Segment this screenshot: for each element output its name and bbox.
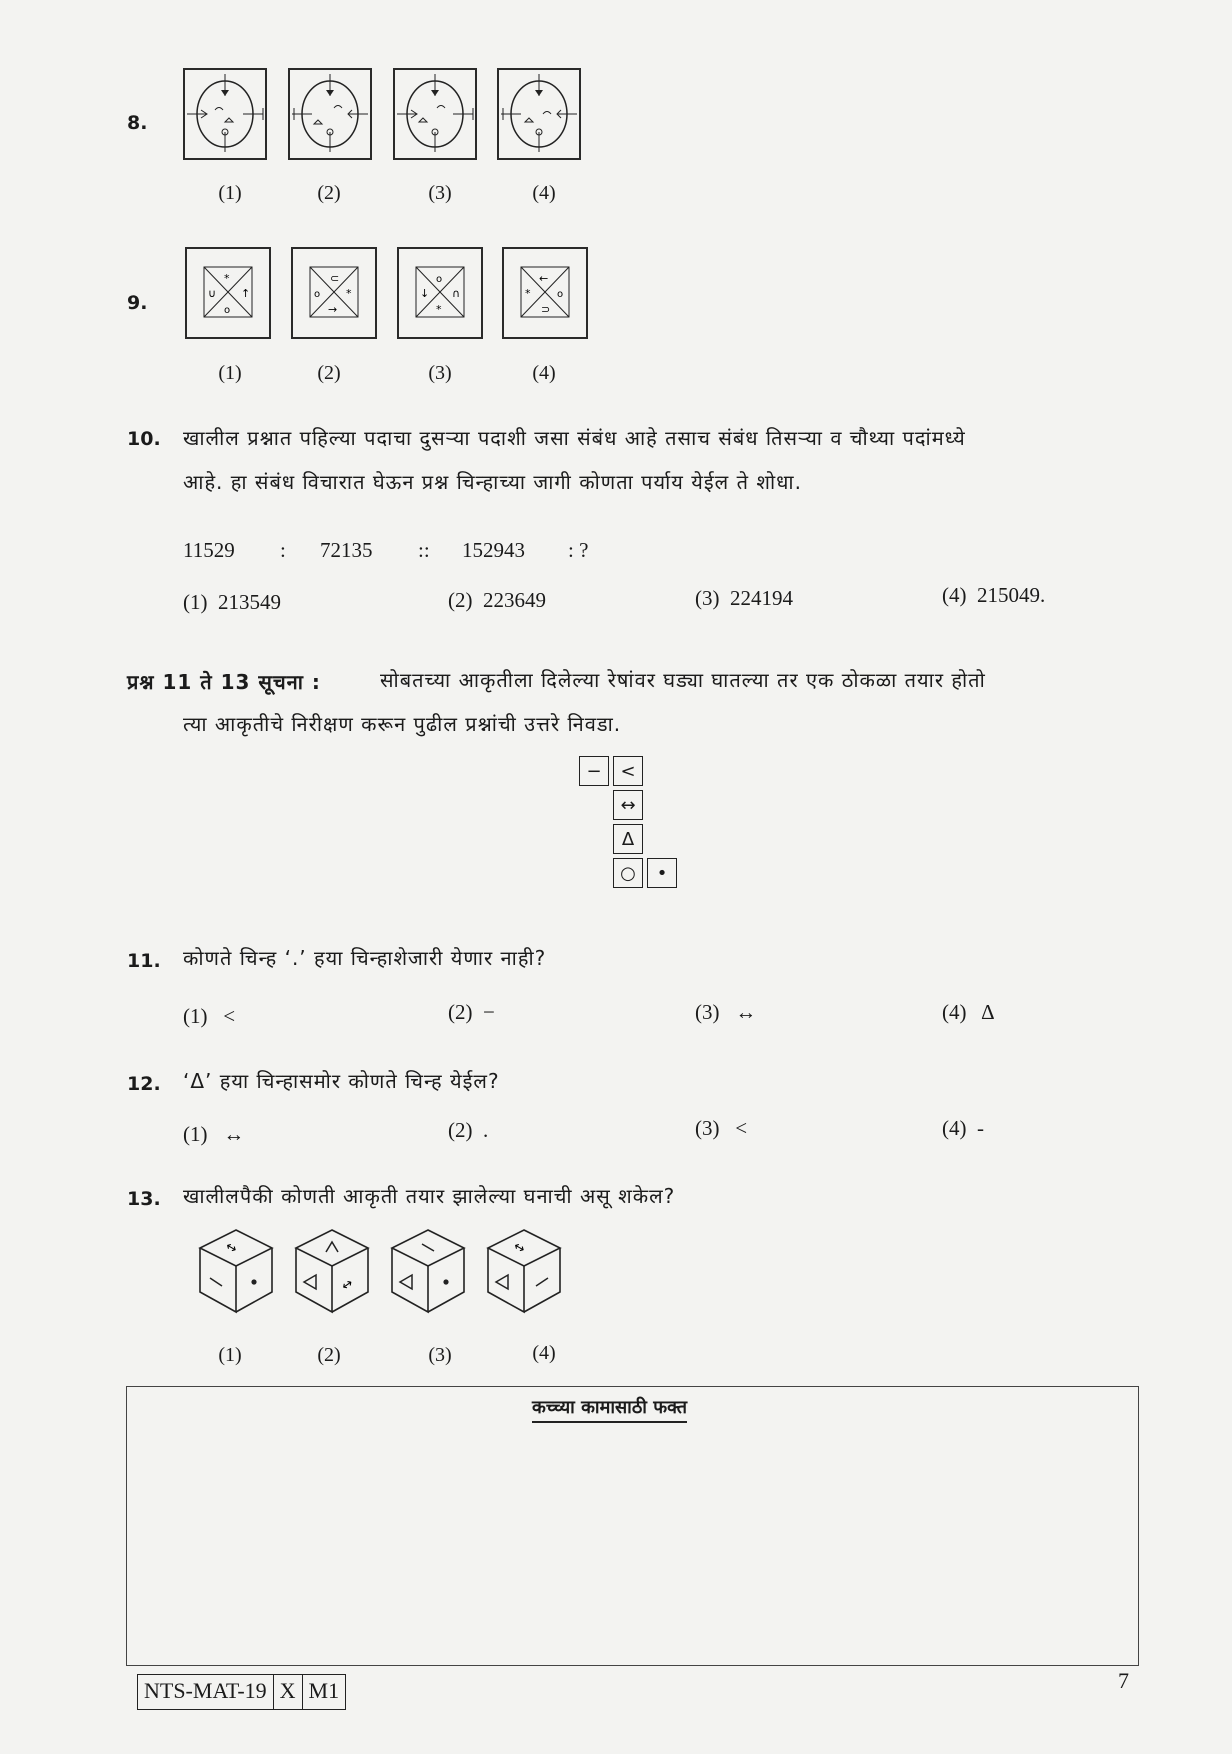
svg-text:*: *: [224, 272, 230, 285]
q10-sep-1: :: [280, 538, 286, 562]
q9-figure-1-drawing: [187, 249, 269, 337]
svg-text:←: ←: [539, 272, 549, 285]
q10-term-2: 72135: [320, 538, 373, 562]
q9-number: 9.: [127, 292, 148, 314]
net-cell-circle: ○: [613, 858, 643, 888]
svg-text:∩: ∩: [452, 287, 461, 300]
q13-cube-1: [196, 1228, 276, 1314]
q8-label-3: (3): [428, 182, 452, 204]
svg-text:*: *: [436, 303, 442, 316]
q10-option-3: (3) 224194: [695, 586, 793, 610]
instruction-line2: त्या आकृतीचे निरीक्षण करून पुढील प्रश्नांची उत्तरे निवडा.: [183, 712, 622, 736]
q11-number: 11.: [127, 950, 161, 972]
rough-work-title: कच्च्या कामासाठी फक्त: [532, 1395, 687, 1423]
net-cell-delta: Δ: [613, 824, 643, 854]
q8-label-1: (1): [218, 182, 242, 204]
svg-text:*: *: [346, 287, 352, 300]
q11-option-1: (1) <: [183, 1004, 236, 1028]
q10-term-1: 11529: [183, 538, 235, 562]
q13-cube-3: [388, 1228, 468, 1314]
q9-label-1: (1): [218, 362, 242, 384]
q12-option-1: (1) ↔: [183, 1122, 245, 1146]
svg-text:→: →: [328, 303, 338, 316]
q10-term-3: 152943: [462, 538, 525, 562]
q8-figure-2-drawing: [290, 70, 370, 158]
q8-number: 8.: [127, 112, 148, 134]
q8-label-4: (4): [532, 182, 556, 204]
q12-option-3: (3) <: [695, 1116, 748, 1140]
svg-text:o: o: [436, 274, 443, 285]
q10-number: 10.: [127, 428, 161, 450]
q9-label-2: (2): [317, 362, 341, 384]
q13-label-2: (2): [317, 1344, 341, 1366]
svg-text:↑: ↑: [241, 287, 251, 300]
q11-option-4: (4) Δ: [942, 1000, 995, 1024]
q10-option-2: (2) 223649: [448, 588, 546, 612]
q10-option-1: (1) 213549: [183, 590, 281, 614]
q13-label-4: (4): [532, 1342, 556, 1364]
q9-figure-2-drawing: [293, 249, 375, 337]
q9-figure-4: [502, 247, 588, 339]
q8-figure-3-drawing: [395, 70, 475, 158]
svg-text:↔: ↔: [510, 1238, 528, 1258]
q12-option-2: (2) .: [448, 1118, 489, 1142]
q10-question: : ?: [568, 538, 589, 562]
q10-text-line2: आहे. हा संबंध विचारात घेऊन प्रश्न चिन्हाच्या जागी कोणता पर्याय येईल ते शोधा.: [183, 470, 802, 494]
q9-figure-3-drawing: [399, 249, 481, 337]
q8-label-2: (2): [317, 182, 341, 204]
q11-option-2: (2) −: [448, 1000, 495, 1024]
footer-standard: X: [274, 1675, 303, 1709]
q12-number: 12.: [127, 1073, 161, 1095]
svg-text:*: *: [525, 287, 531, 300]
q8-figure-1: [183, 68, 267, 160]
q10-option-4: (4) 215049.: [942, 583, 1046, 607]
instruction-heading: प्रश्न 11 ते 13 सूचना :: [127, 670, 321, 694]
footer-medium: M1: [308, 1678, 340, 1703]
net-cell-dot: •: [647, 858, 677, 888]
q11-option-3: (3) ↔: [695, 1000, 757, 1024]
q9-figure-4-drawing: [504, 249, 586, 337]
q12-text: ‘Δ’ हया चिन्हासमोर कोणते चिन्ह येईल?: [183, 1069, 500, 1093]
q8-figure-4: [497, 68, 581, 160]
q13-cube-2: [292, 1228, 372, 1314]
footer-paper-code: NTS-MAT-19: [138, 1675, 274, 1709]
instruction-line1: सोबतच्या आकृतीला दिलेल्या रेषांवर घड्या घातल्या तर एक ठोकळा तयार होतो: [380, 668, 986, 692]
q13-number: 13.: [127, 1188, 161, 1210]
net-cell-less-than: <: [613, 756, 643, 786]
svg-text:∪: ∪: [208, 287, 217, 300]
svg-text:o: o: [557, 289, 564, 300]
svg-text:o: o: [314, 289, 321, 300]
q8-figure-1-drawing: [185, 70, 265, 158]
svg-text:↔: ↔: [338, 1275, 357, 1295]
footer-code-box: [137, 1674, 346, 1710]
svg-text:o: o: [224, 305, 231, 316]
net-cell-double-arrow: ↔: [613, 790, 643, 820]
svg-text:↓: ↓: [420, 287, 430, 300]
q9-label-4: (4): [532, 362, 556, 384]
rough-work-box: [126, 1386, 1139, 1666]
q13-label-3: (3): [428, 1344, 452, 1366]
svg-text:⊃: ⊃: [541, 303, 551, 316]
q13-label-1: (1): [218, 1344, 242, 1366]
net-cell-minus: −: [579, 756, 609, 786]
q8-figure-2: [288, 68, 372, 160]
q9-figure-1: [185, 247, 271, 339]
svg-text:⊂: ⊂: [330, 272, 340, 285]
page-number: 7: [1118, 1668, 1129, 1693]
q12-option-4: (4) -: [942, 1116, 984, 1140]
q8-figure-4-drawing: [499, 70, 579, 158]
q11-text: कोणते चिन्ह ‘.’ हया चिन्हाशेजारी येणार नाही?: [183, 946, 547, 970]
q13-text: खालीलपैकी कोणती आकृती तयार झालेल्या घनाची असू शकेल?: [183, 1184, 676, 1208]
svg-text:↔: ↔: [222, 1238, 240, 1258]
q13-cube-4: [484, 1228, 564, 1314]
q9-figure-2: [291, 247, 377, 339]
q10-sep-2: ::: [418, 538, 430, 562]
q8-figure-3: [393, 68, 477, 160]
q10-text-line1: खालील प्रश्नात पहिल्या पदाचा दुसऱ्या पदाशी जसा संबंध आहे तसाच संबंध तिसऱ्या व चौथ्या पदांमध्ये: [183, 426, 966, 450]
q9-label-3: (3): [428, 362, 452, 384]
q9-figure-3: [397, 247, 483, 339]
